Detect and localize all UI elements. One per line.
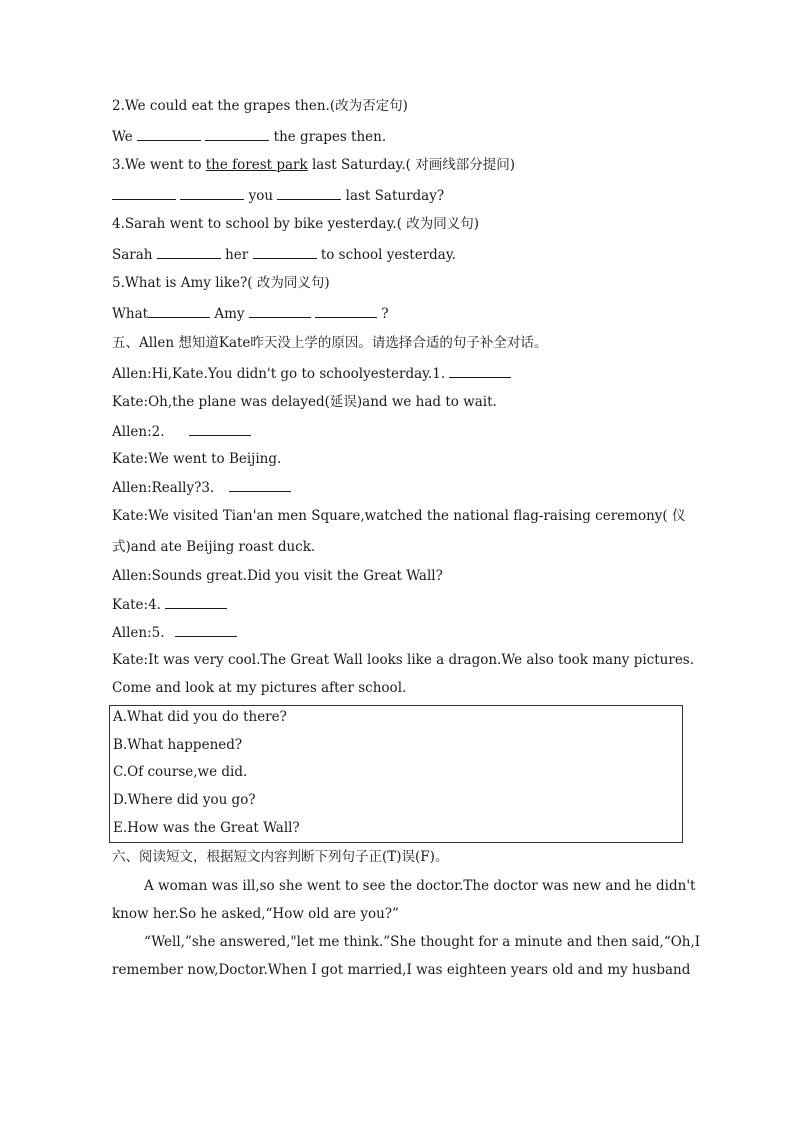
blank[interactable] <box>175 622 237 637</box>
blank[interactable] <box>253 244 317 259</box>
blank[interactable] <box>315 303 377 318</box>
blank[interactable] <box>112 185 176 200</box>
question-2: 2.We could eat the grapes then.(改为否定句) <box>112 98 408 114</box>
blank[interactable] <box>189 421 251 436</box>
paragraph-line: “Well,”she answered,"let me think.”She thought for a minute and then said,“Oh,I <box>144 934 701 950</box>
dialogue-line: Kate:It was very cool.The Great Wall looks like a dragon.We also took many pictures. <box>112 652 695 668</box>
question-3: 3.We went to the forest park last Saturday.( 对画线部分提问) <box>112 157 515 173</box>
dialogue-line: Allen:5. <box>112 622 237 643</box>
choice-option: E.How was the Great Wall? <box>113 820 300 836</box>
blank[interactable] <box>229 477 291 492</box>
blank[interactable] <box>180 185 244 200</box>
blank[interactable] <box>165 594 227 609</box>
dialogue-line: Kate:We visited Tian'an men Square,watched the national flag-raising ceremony( 仪 <box>112 508 686 524</box>
dialogue-line: 式)and ate Beijing roast duck. <box>112 539 316 555</box>
choice-option: B.What happened? <box>113 737 243 753</box>
paragraph-line: remember now,Doctor.When I got married,I was eighteen years old and my husband <box>112 962 691 978</box>
dialogue-line: Allen:Sounds great.Did you visit the Great Wall? <box>112 568 443 584</box>
answer-line-2: We the grapes then. <box>112 126 386 147</box>
dialogue-line: Kate:We went to Beijing. <box>112 451 282 467</box>
choice-option: C.Of course,we did. <box>113 764 248 780</box>
blank[interactable] <box>137 126 201 141</box>
section-heading-5: 五、Allen 想知道Kate昨天没上学的原因。请选择合适的句子补全对话。 <box>112 335 548 351</box>
blank[interactable] <box>205 126 269 141</box>
answer-line-4: Sarah her to school yesterday. <box>112 244 456 265</box>
dialogue-line: Allen:Really?3. <box>112 477 291 498</box>
paragraph-line: A woman was ill,so she went to see the doctor.The doctor was new and he didn't <box>144 878 696 894</box>
dialogue-line: Allen:Hi,Kate.You didn't go to schoolyesterday.1. <box>112 363 511 384</box>
dialogue-line: Come and look at my pictures after school. <box>112 680 407 696</box>
blank[interactable] <box>277 185 341 200</box>
choice-option: D.Where did you go? <box>113 792 256 808</box>
blank[interactable] <box>148 303 210 318</box>
question-5: 5.What is Amy like?( 改为同义句) <box>112 275 330 291</box>
paragraph-line: know her.So he asked,“How old are you?” <box>112 906 399 922</box>
blank[interactable] <box>249 303 311 318</box>
question-4: 4.Sarah went to school by bike yesterday.( 改为同义句) <box>112 216 480 232</box>
section-heading-6: 六、阅读短文，根据短文内容判断下列句子正(T)误(F)。 <box>112 849 449 865</box>
answer-line-3: you last Saturday? <box>112 185 444 206</box>
dialogue-line: Kate:Oh,the plane was delayed(延误)and we had to wait. <box>112 394 497 410</box>
choices-box <box>109 705 683 843</box>
dialogue-line: Allen:2. <box>112 421 251 442</box>
answer-line-5: What Amy ? <box>112 303 389 324</box>
dialogue-line: Kate:4. <box>112 594 227 615</box>
blank[interactable] <box>449 363 511 378</box>
underlined-phrase: the forest park <box>205 157 308 173</box>
choice-option: A.What did you do there? <box>113 709 287 725</box>
blank[interactable] <box>157 244 221 259</box>
